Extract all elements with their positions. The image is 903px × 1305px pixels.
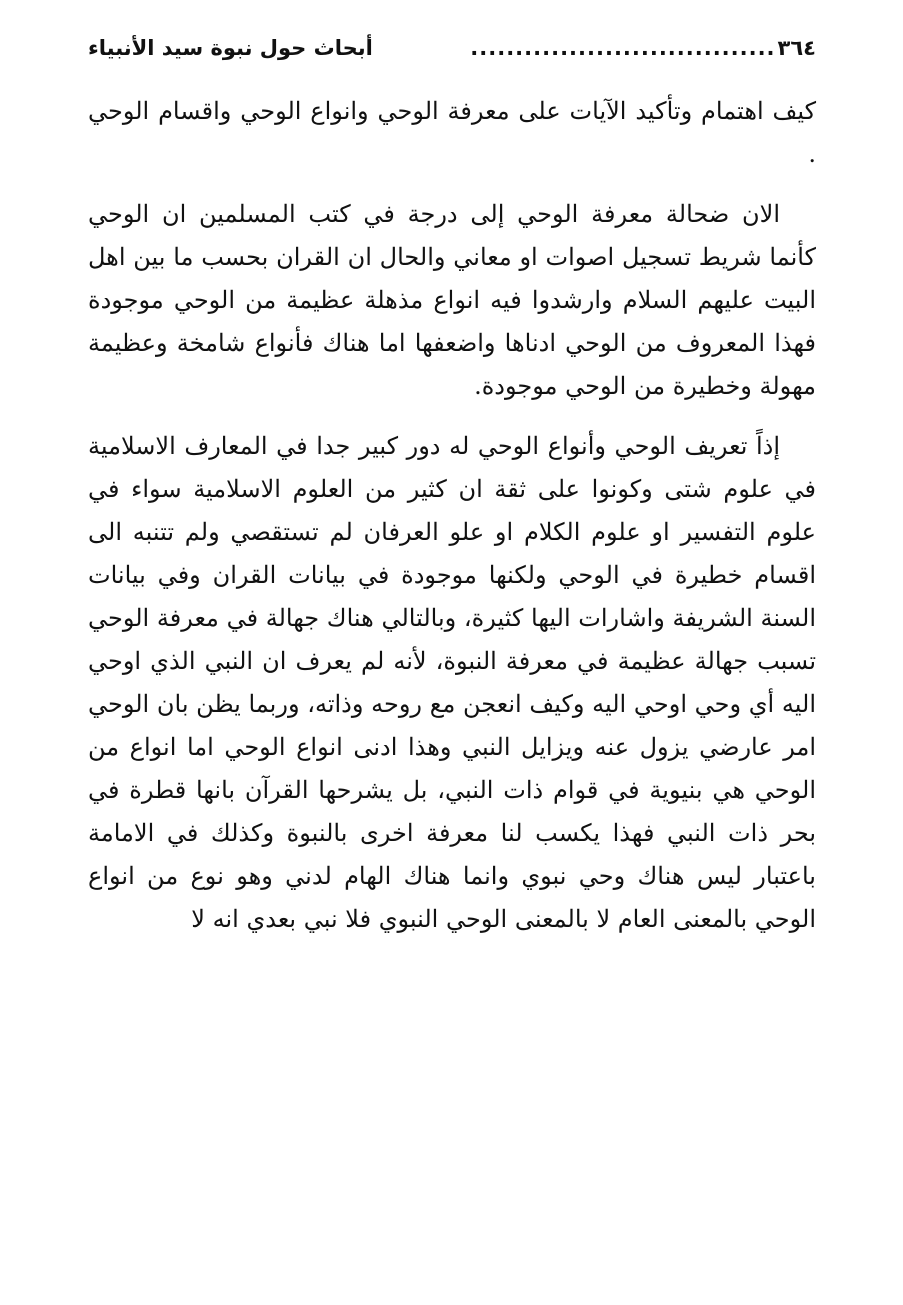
leader-dots: .................................. [470,36,776,60]
paragraph-wahy-shallowness: الان ضحالة معرفة الوحي إلى درجة في كتب المسلمين ان الوحي كأنما شريط تسجيل اصوات او معاني والحال ان القران بحسب ما بين اهل البيت عليهم السلام وارشدوا فيه انواع مذهلة عظيمة من الوحي موجودة فهذا المعروف من الوحي ادناها واضعفها اما هناك فأنواع شامخة وعظيمة مهولة وخطيرة من الوحي موجودة. [88,200,816,400]
running-title: أبحاث حول نبوة سيد الأنبياء [88,36,373,60]
running-header [88,36,816,88]
page-number: ٣٦٤ [777,36,816,60]
paragraph-continuation: كيف اهتمام وتأكيد الآيات على معرفة الوحي وانواع الوحي واقسام الوحي . [88,97,816,168]
paragraph-wahy-types: إذاً تعريف الوحي وأنواع الوحي له دور كبير جدا في المعارف الاسلامية في علوم شتى وكونوا على ثقة ان كثير من العلوم الاسلامية سواء في علوم التفسير او علوم الكلام او علو العرفان لم تستقصي ولم تتنبه الى اقسام خطيرة في الوحي ولكنها موجودة في بيانات القران وفي بيانات السنة الشريفة واشارات اليها كثيرة، وبالتالي هناك جهالة في معرفة الوحي تسبب جهالة عظيمة في معرفة النبوة، لأنه لم يعرف ان النبي الذي اوحي اليه أي وحي اوحي اليه وكيف انعجن مع روحه وذاته، وربما يظن بان الوحي امر عارضي يزول عنه ويزايل النبي وهذا ادنى انواع الوحي اما انواع من الوحي هي بنيوية في قوام ذات النبي، بل يشرحها القرآن بانها قطرة في بحر ذات النبي فهذا يكسب لنا معرفة اخرى بالنبوة وكذلك في الامامة باعتبار ليس هناك وحي نبوي وانما هناك الهام لدني وهو نوع من انواع الوحي بالمعنى العام لا بالمعنى الوحي النبوي فلا نبي بعدي انه لا [88,432,816,933]
book-page [88,36,816,941]
